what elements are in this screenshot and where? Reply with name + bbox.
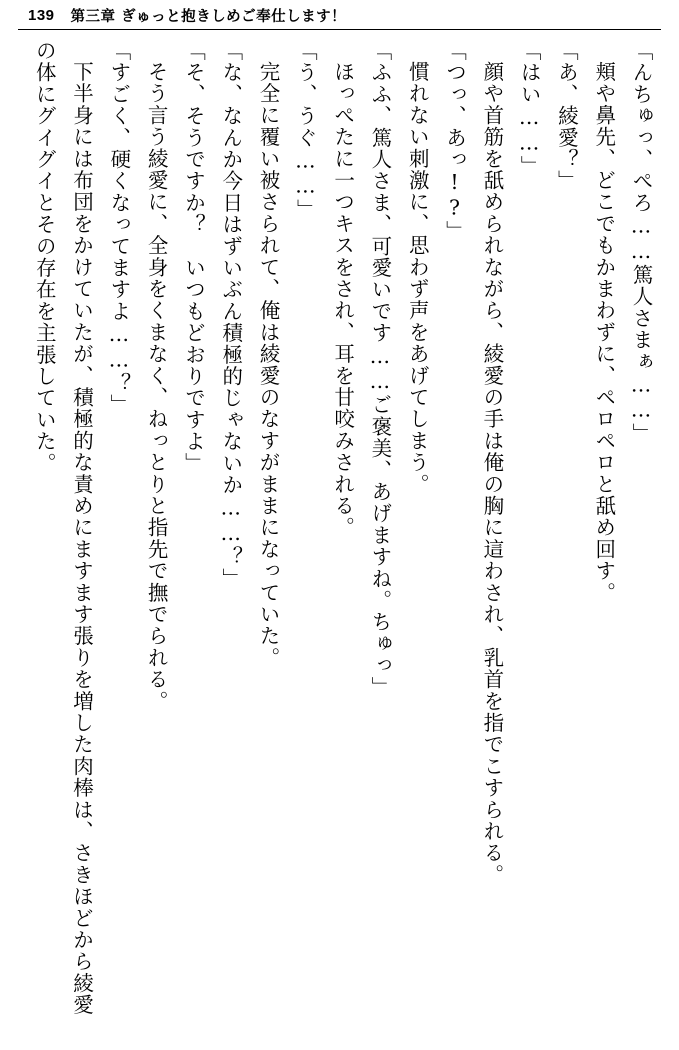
paragraph: 「ふふ、篤人さま、可愛いです……ご褒美、あげますね。ちゅっ」 xyxy=(367,40,392,698)
paragraph: 完全に覆い被さられて、俺は綾愛のなすがままになっていた。 xyxy=(256,60,281,669)
paragraph: そう言う綾愛に、全身をくまなく、ねっとりと指先で撫でられる。 xyxy=(144,60,169,712)
paragraph: 「そ、そうですか？ いつもどおりですよ」 xyxy=(181,40,206,474)
page-body xyxy=(20,40,659,1040)
paragraph: 頬や鼻先、どこでもかまわずに、ペロペロと舐め回す。 xyxy=(591,60,616,603)
vertical-text-block xyxy=(20,40,659,1035)
header-divider xyxy=(18,29,661,30)
paragraph: 「すごく、硬くなってますよ……？」 xyxy=(106,40,131,416)
paragraph: 「あ、綾愛？」 xyxy=(554,40,579,192)
paragraph: 下半身には布団をかけていたが、積極的な責めにますます張りを増した肉棒は、さきほどから綾愛の体にグイグイとその存在を主張していた。 xyxy=(32,40,94,1016)
paragraph: 「つっ、あっ!?」 xyxy=(442,40,467,243)
paragraph: 「はい……」 xyxy=(517,40,542,178)
paragraph: 「な、なんか今日はずいぶん積極的じゃないか……？」 xyxy=(218,40,243,590)
chapter-title: 第三章 ぎゅっと抱きしめご奉仕します！ xyxy=(70,8,347,25)
paragraph: ほっぺたに一つキスをされ、耳を甘咬みされる。 xyxy=(330,60,355,538)
paragraph: 「う、うぐ……」 xyxy=(293,40,318,221)
paragraph: 顔や首筋を舐められながら、綾愛の手は俺の胸に這わされ、乳首を指でこすられる。 xyxy=(479,60,504,886)
running-header xyxy=(0,0,679,30)
page-number: 139 xyxy=(28,6,55,24)
paragraph: 慣れない刺激に、思わず声をあげてしまう。 xyxy=(405,60,430,495)
paragraph: 「んちゅっ、ぺろ……篤人さまぁ……」 xyxy=(629,40,653,445)
